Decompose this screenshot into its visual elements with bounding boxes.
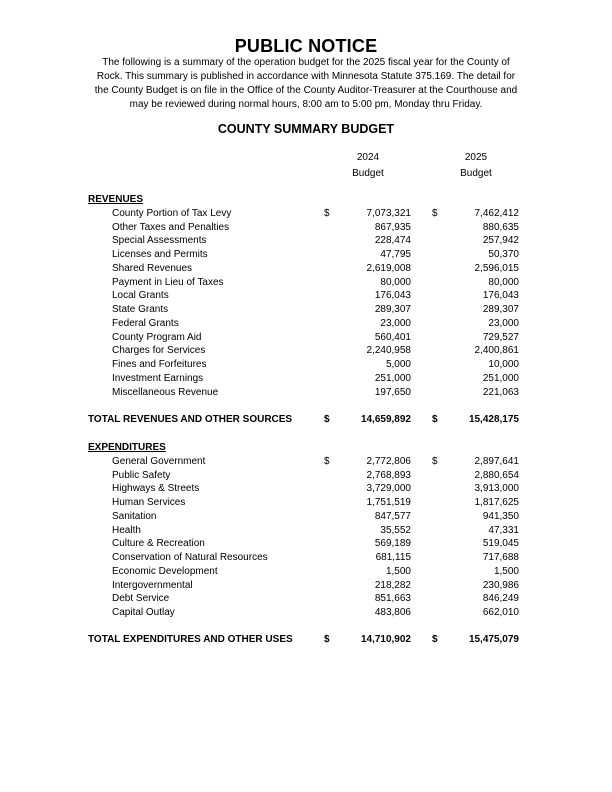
column-label: Budget <box>352 168 384 179</box>
value-2024: 23,000 <box>380 317 411 329</box>
table-row <box>0 262 612 276</box>
currency-symbol: $ <box>432 413 438 425</box>
revenues-heading: REVENUES <box>88 194 144 205</box>
total-label: TOTAL REVENUES AND OTHER SOURCES <box>88 413 293 425</box>
intro-line: Rock. This summary is published in accordance with Minnesota Statute 375.169. The detail for <box>96 71 516 82</box>
line-item-label: Economic Development <box>112 565 218 577</box>
table-row <box>0 207 612 221</box>
table-row <box>0 537 612 551</box>
table-row <box>0 317 612 331</box>
value-2025: 230,986 <box>482 579 519 591</box>
value-2024: 2,619,008 <box>366 262 411 274</box>
line-item-label: Sanitation <box>112 510 157 522</box>
currency-symbol: $ <box>324 413 330 425</box>
table-row <box>0 372 612 386</box>
total-2025: 15,428,175 <box>468 413 519 425</box>
table-row <box>0 221 612 235</box>
line-item-label: Conservation of Natural Resources <box>112 552 268 563</box>
total-2024: 14,659,892 <box>360 413 411 425</box>
value-2024: 681,115 <box>375 552 411 563</box>
value-2024: 228,474 <box>374 235 411 247</box>
column-year: 2024 <box>356 152 380 163</box>
total-2025: 15,475,079 <box>468 634 519 645</box>
total-2024: 14,710,902 <box>360 634 411 645</box>
table-row <box>0 496 612 510</box>
table-row <box>0 386 612 400</box>
line-item-label: County Program Aid <box>112 331 202 343</box>
line-item-label: Miscellaneous Revenue <box>112 386 219 398</box>
line-item-label: County Portion of Tax Levy <box>112 207 232 219</box>
line-item-label: Shared Revenues <box>112 262 193 274</box>
value-2025: 251,000 <box>482 372 519 384</box>
line-item-label: Special Assessments <box>112 235 207 247</box>
value-2025: 729,527 <box>482 331 519 343</box>
table-row <box>0 344 612 358</box>
line-item-label: Health <box>112 524 141 536</box>
table-row <box>0 482 612 496</box>
line-item-label: Charges for Services <box>112 345 206 357</box>
revenues-total-row <box>0 413 612 427</box>
table-row <box>0 289 612 303</box>
column-label: Budget <box>460 168 492 179</box>
value-2025: 3,913,000 <box>474 483 519 495</box>
table-row <box>0 524 612 538</box>
table-row <box>0 358 612 372</box>
table-row <box>0 248 612 262</box>
line-item-label: Public Safety <box>112 469 171 481</box>
line-item-label: Licenses and Permits <box>112 249 208 260</box>
currency-symbol: $ <box>432 207 438 219</box>
value-2025: 941,350 <box>482 510 519 522</box>
value-2024: 851,663 <box>374 593 411 605</box>
value-2024: 2,768,893 <box>366 469 411 481</box>
value-2025: 717,688 <box>482 552 519 563</box>
table-row <box>0 455 612 469</box>
value-2025: 221,063 <box>482 386 519 398</box>
value-2025: 257,942 <box>482 235 519 247</box>
total-label: TOTAL EXPENDITURES AND OTHER USES <box>88 634 293 645</box>
table-row <box>0 579 612 593</box>
value-2024: 289,307 <box>374 304 411 315</box>
line-item-label: Other Taxes and Penalties <box>112 221 230 233</box>
line-item-label: Highways & Streets <box>112 483 200 495</box>
value-2025: 1,817,625 <box>474 497 519 508</box>
table-row <box>0 234 612 248</box>
notice-title: PUBLIC NOTICE <box>234 36 378 56</box>
revenues-heading-row <box>0 193 612 207</box>
value-2025: 1,500 <box>493 565 519 577</box>
value-2024: 251,000 <box>374 372 411 384</box>
value-2024: 3,729,000 <box>366 483 411 495</box>
table-row <box>0 606 612 620</box>
value-2025: 2,400,861 <box>474 345 519 357</box>
line-item-label: Culture & Recreation <box>112 538 205 550</box>
line-item-label: Investment Earnings <box>112 372 204 384</box>
value-2025: 50,370 <box>488 249 519 260</box>
value-2024: 1,500 <box>385 565 411 577</box>
table-row <box>0 303 612 317</box>
value-2025: 176,043 <box>482 290 519 302</box>
line-item-label: Local Grants <box>112 290 169 302</box>
value-2025: 2,880,654 <box>474 469 519 481</box>
value-2024: 47,795 <box>380 249 411 260</box>
table-row <box>0 565 612 579</box>
value-2024: 35,552 <box>380 524 411 536</box>
table-row <box>0 331 612 345</box>
table-row <box>0 276 612 290</box>
value-2024: 5,000 <box>385 359 411 370</box>
value-2024: 2,240,958 <box>366 345 411 357</box>
table-row <box>0 510 612 524</box>
line-item-label: Payment in Lieu of Taxes <box>112 276 224 288</box>
value-2025: 846,249 <box>482 593 519 605</box>
value-2024: 176,043 <box>374 290 411 302</box>
value-2024: 560,401 <box>374 331 411 343</box>
currency-symbol: $ <box>324 634 330 645</box>
value-2025: 23,000 <box>488 317 519 329</box>
value-2025: 662,010 <box>482 607 519 618</box>
currency-symbol: $ <box>324 207 330 219</box>
line-item-label: State Grants <box>112 304 169 315</box>
value-2024: 1,751,519 <box>366 497 411 508</box>
table-row <box>0 551 612 565</box>
value-2025: 289,307 <box>482 304 519 315</box>
value-2024: 569,189 <box>374 538 411 550</box>
value-2025: 10,000 <box>488 359 519 370</box>
value-2024: 2,772,806 <box>366 455 411 467</box>
value-2024: 483,806 <box>374 607 411 618</box>
line-item-label: Human Services <box>112 497 186 508</box>
expenditures-heading-row <box>0 441 612 455</box>
value-2025: 519,045 <box>482 538 519 550</box>
column-header-2024 <box>343 151 393 181</box>
intro-line: the County Budget is on file in the Office of the County Auditor-Treasurer at the Courthouse and <box>94 85 518 96</box>
table-row <box>0 469 612 483</box>
value-2025: 2,596,015 <box>474 262 519 274</box>
column-year: 2025 <box>464 152 488 163</box>
value-2024: 80,000 <box>380 276 411 288</box>
intro-line: The following is a summary of the operation budget for the 2025 fiscal year for the County of <box>102 57 510 68</box>
budget-subtitle: COUNTY SUMMARY BUDGET <box>217 122 395 136</box>
value-2025: 2,897,641 <box>474 455 519 467</box>
intro-line: may be reviewed during normal hours, 8:00 am to 5:00 pm, Monday thru Friday. <box>129 99 483 110</box>
currency-symbol: $ <box>432 634 438 645</box>
value-2024: 867,935 <box>374 221 411 233</box>
value-2025: 47,331 <box>488 524 519 536</box>
table-row <box>0 592 612 606</box>
value-2024: 197,650 <box>374 386 411 398</box>
line-item-label: Fines and Forfeitures <box>112 359 207 370</box>
value-2025: 7,462,412 <box>474 207 519 219</box>
column-header-2025 <box>451 151 501 181</box>
value-2025: 880,635 <box>482 221 519 233</box>
currency-symbol: $ <box>324 455 330 467</box>
expenditures-heading: EXPENDITURES <box>88 442 166 453</box>
value-2024: 847,577 <box>374 510 411 522</box>
currency-symbol: $ <box>432 455 438 467</box>
line-item-label: General Government <box>112 455 206 467</box>
value-2024: 7,073,321 <box>366 207 411 219</box>
value-2024: 218,282 <box>374 579 411 591</box>
line-item-label: Federal Grants <box>112 317 179 329</box>
line-item-label: Intergovernmental <box>112 579 193 591</box>
line-item-label: Debt Service <box>112 593 170 605</box>
intro-paragraph <box>88 56 524 112</box>
value-2025: 80,000 <box>488 276 519 288</box>
line-item-label: Capital Outlay <box>112 607 175 618</box>
expenditures-total-row <box>0 633 612 647</box>
